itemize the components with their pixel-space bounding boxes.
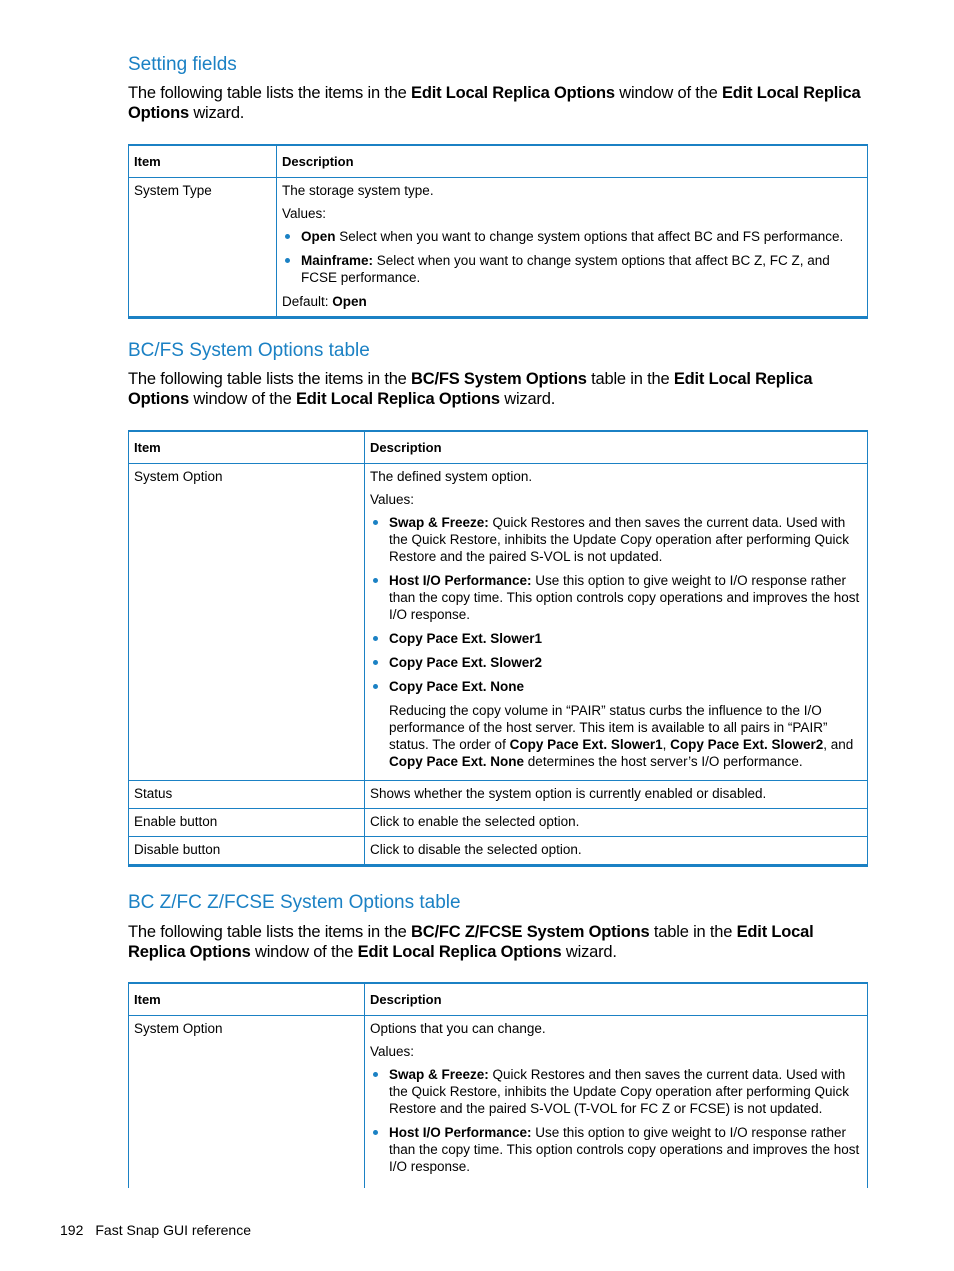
values-list	[370, 1066, 862, 1175]
bullet-icon	[373, 636, 378, 641]
list-item: Copy Pace Ext. None	[370, 678, 862, 695]
list-item: Host I/O Performance: Use this option to give weight to I/O response rather than the copy time. This option controls copy operations and improves the host I/O response.	[370, 1124, 862, 1175]
column-header-description: Description	[365, 431, 868, 464]
bullet-icon	[373, 520, 378, 525]
section-intro: The following table lists the items in the BC/FC Z/FCSE System Options table in the Edit Local Replica Options window of the Edit Local Replica Options wizard.	[128, 923, 814, 961]
column-header-description: Description	[365, 983, 868, 1016]
bullet-icon	[373, 578, 378, 583]
column-header-item: Item	[129, 983, 365, 1016]
table-header-row	[129, 983, 868, 1016]
bullet-icon	[285, 258, 290, 263]
bullet-icon	[285, 234, 290, 239]
bullet-icon	[373, 1072, 378, 1077]
list-item: Open Select when you want to change system options that affect BC and FS performance.	[282, 228, 862, 245]
list-item: Mainframe: Select when you want to change system options that affect BC Z, FC Z, and FCSE performance.	[282, 252, 862, 286]
description-cell: Shows whether the system option is currently enabled or disabled.	[365, 781, 868, 809]
item-cell: System Type	[129, 178, 277, 318]
bullet-icon	[373, 684, 378, 689]
page-number: 192	[60, 1222, 84, 1238]
description-cell: Options that you can change. Values: Swap & Freeze: Quick Restores and then saves the current data. Used with the Quick Restore, inhibits the Update Copy operation after performing Quick Restore and the paired S-VOL (T-VOL for FC Z or FCSE) is not updated. Host I/O Performance: Use this option to give weight to I/O response rather than the copy time. This option controls copy operations and improves the host I/O response.	[365, 1016, 868, 1189]
page-footer	[60, 1222, 263, 1238]
item-cell: Status	[129, 781, 365, 809]
list-item: Swap & Freeze: Quick Restores and then saves the current data. Used with the Quick Restore, inhibits the Update Copy operation after performing Quick Restore and the paired S-VOL (T-VOL for FC Z or FCSE) is not updated.	[370, 1066, 862, 1117]
table-row	[129, 781, 868, 809]
section-heading-bcz-fcz-fcse-options: BC Z/FC Z/FCSE System Options table	[128, 892, 461, 913]
description-cell: Click to disable the selected option.	[365, 837, 868, 866]
table-row	[129, 809, 868, 837]
description-cell: Click to enable the selected option.	[365, 809, 868, 837]
column-header-description: Description	[277, 145, 868, 178]
table-row	[129, 837, 868, 866]
copy-pace-note: Reducing the copy volume in “PAIR” status curbs the influence to the I/O performance of the host server. This item is available to all pairs in “PAIR” status. The order of Copy Pace Ext. Slower1, Copy Pace Ext. Slower2, and Copy Pace Ext. None determines the host server’s I/O performance.	[389, 703, 854, 769]
table-row	[129, 464, 868, 781]
item-cell: System Option	[129, 464, 365, 781]
description-cell: The storage system type. Values: Open Select when you want to change system options that affect BC and FS performance. Mainframe: Select when you want to change system options that affect BC Z, FC Z, and FCSE performance. Default: Open	[277, 178, 868, 318]
bullet-icon	[373, 1130, 378, 1135]
values-list	[282, 228, 862, 286]
table-header-row	[129, 145, 868, 178]
table-header-row	[129, 431, 868, 464]
values-list	[370, 514, 862, 695]
list-item: Copy Pace Ext. Slower1	[370, 630, 862, 647]
bcfs-system-options-table	[128, 430, 868, 867]
section-intro: The following table lists the items in the Edit Local Replica Options window of the Edit Local Replica Options wizard.	[128, 84, 861, 122]
section-intro: The following table lists the items in the BC/FS System Options table in the Edit Local Replica Options window of the Edit Local Replica Options wizard.	[128, 370, 813, 408]
default-value: Default: Open	[282, 294, 367, 309]
bullet-icon	[373, 660, 378, 665]
list-item: Copy Pace Ext. Slower2	[370, 654, 862, 671]
item-cell: Enable button	[129, 809, 365, 837]
section-heading-bcfs-options: BC/FS System Options table	[128, 340, 370, 361]
column-header-item: Item	[129, 145, 277, 178]
item-cell: Disable button	[129, 837, 365, 866]
table-row	[129, 178, 868, 318]
list-item: Host I/O Performance: Use this option to give weight to I/O response rather than the copy time. This option controls copy operations and improves the host I/O response.	[370, 572, 862, 623]
column-header-item: Item	[129, 431, 365, 464]
footer-title: Fast Snap GUI reference	[95, 1222, 251, 1238]
item-cell: System Option	[129, 1016, 365, 1189]
description-cell: The defined system option. Values: Swap & Freeze: Quick Restores and then saves the current data. Used with the Quick Restore, inhibits the Update Copy operation after performing Quick Restore and the paired S-VOL is not updated. Host I/O Performance: Use this option to give weight to I/O response rather than the copy time. This option controls copy operations and improves the host I/O response. Copy Pace Ext. Slower1 Copy Pace Ext. Slower2 Copy Pace Ext. None Reducing the copy volume in “PAIR” status curbs the influence to the I/O performance of the host server. This item is available to all pairs in “PAIR” status. The order of Copy Pace Ext. Slower1, Copy Pace Ext. Slower2, and Copy Pace Ext. None determines the host server’s I/O performance.	[365, 464, 868, 781]
section-heading-setting-fields: Setting fields	[128, 54, 237, 75]
table-row	[129, 1016, 868, 1189]
setting-fields-table	[128, 144, 868, 319]
list-item: Swap & Freeze: Quick Restores and then saves the current data. Used with the Quick Restore, inhibits the Update Copy operation after performing Quick Restore and the paired S-VOL is not updated.	[370, 514, 862, 565]
bcz-fcz-fcse-system-options-table	[128, 982, 868, 1188]
